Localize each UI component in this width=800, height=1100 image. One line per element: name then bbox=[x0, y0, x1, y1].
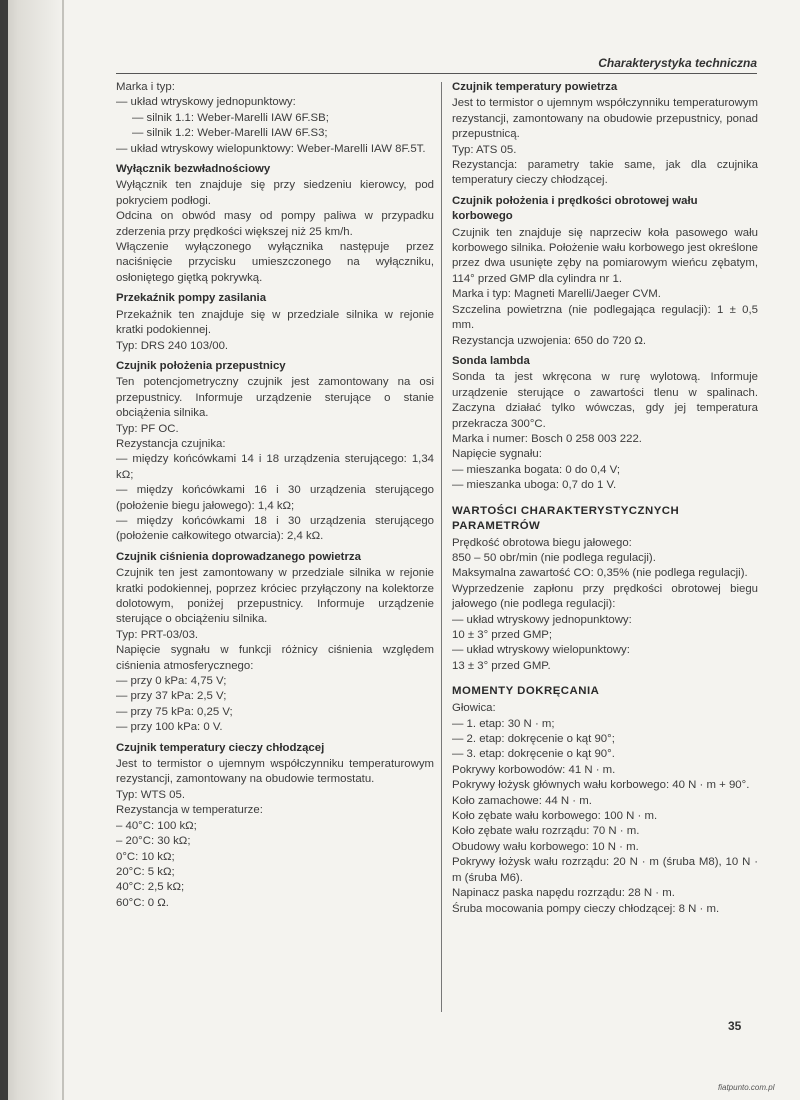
paragraph: Marka i numer: Bosch 0 258 003 222. bbox=[452, 432, 642, 445]
paragraph: Napięcie sygnału: bbox=[452, 448, 542, 461]
paragraph: Marka i typ: Magneti Marelli/Jaeger CVM. bbox=[452, 288, 661, 301]
paragraph: Śruba mocowania pompy cieczy chłodzącej: 8 N · m. bbox=[452, 902, 720, 915]
list-item: — między końcówkami 16 i 30 urządzenia sterującego (położenie biegu jałowego): 1,4 kΩ; bbox=[116, 484, 434, 512]
paragraph: Napięcie sygnału w funkcji różnicy ciśnienia względem ciśnienia atmosferycznego: bbox=[116, 644, 434, 672]
section-heading: Wyłącznik bezwładnościowy bbox=[116, 163, 271, 176]
paragraph: Jest to termistor o ujemnym współczynniku temperaturowym rezystancji, zamontowany na obudowie przepustnicy, ponad przepustnicą. bbox=[452, 97, 758, 141]
paragraph: Typ: PF OC. bbox=[116, 422, 179, 435]
section-heading: Czujnik położenia przepustnicy bbox=[116, 359, 286, 372]
section-heading: Czujnik położenia i prędkości obrotowej wału korbowego bbox=[452, 194, 698, 223]
column-divider bbox=[441, 82, 442, 1012]
paragraph: Typ: DRS 240 103/00. bbox=[116, 339, 229, 352]
list-item: — układ wtryskowy jednopunktowy: bbox=[452, 613, 632, 626]
paragraph: Koło zębate wału korbowego: 100 N · m. bbox=[452, 810, 658, 823]
paragraph: Odcina on obwód masy od pompy paliwa w przypadku zderzenia przy prędkości większej niż 25 km/h. bbox=[116, 210, 434, 238]
paragraph: Prędkość obrotowa biegu jałowego: bbox=[452, 536, 632, 549]
text-line: — układ wtryskowy jednopunktowy: bbox=[116, 96, 296, 109]
list-item: 20°C: 5 kΩ; bbox=[116, 865, 175, 878]
text-line: — układ wtryskowy wielopunktowy: Weber-Marelli IAW 8F.5T. bbox=[116, 142, 426, 155]
marka-typ-section bbox=[116, 80, 434, 157]
list-item: — 2. etap: dokręcenie o kąt 90°; bbox=[452, 733, 615, 746]
paragraph: Koło zamachowe: 44 N · m. bbox=[452, 794, 592, 807]
list-item: — mieszanka uboga: 0,7 do 1 V. bbox=[452, 479, 617, 492]
list-item: — układ wtryskowy wielopunktowy: bbox=[452, 644, 630, 657]
paragraph: Pokrywy łożysk głównych wału korbowego: 40 N · m + 90°. bbox=[452, 779, 750, 792]
paragraph: Pokrywy łożysk wału rozrządu: 20 N · m (śruba M8), 10 N · m (śruba M6). bbox=[452, 856, 758, 884]
right-column bbox=[452, 80, 758, 917]
section-heading: Czujnik temperatury cieczy chłodzącej bbox=[116, 741, 325, 754]
list-item: 0°C: 10 kΩ; bbox=[116, 850, 175, 863]
major-heading: WARTOŚCI CHARAKTERYSTYCZNYCH PARAMETRÓW bbox=[452, 504, 680, 532]
momenty-section bbox=[452, 684, 758, 917]
binding-gutter bbox=[0, 0, 66, 1100]
list-item: — 1. etap: 30 N · m; bbox=[452, 717, 555, 730]
wartosci-section bbox=[452, 504, 758, 675]
left-column bbox=[116, 80, 434, 911]
paragraph: Wyłącznik ten znajduje się przy siedzeniu kierowcy, pod pokryciem podłogi. bbox=[116, 179, 434, 207]
list-item: 10 ± 3° przed GMP; bbox=[452, 629, 553, 641]
paragraph: Czujnik ten jest zamontowany w przedziale silnika w rejonie kratki podokiennej, poprzez króciec przyłączony na kolektorze dolotowym, poniżej przepustnicy. Informuje urządzenie sterujące o obciążeniu silnika. bbox=[116, 567, 434, 626]
paragraph: Rezystancja uzwojenia: 650 do 720 Ω. bbox=[452, 334, 647, 347]
text-line: Marka i typ: bbox=[116, 81, 175, 93]
header-rule bbox=[116, 73, 757, 74]
paragraph: 850 – 50 obr/min (nie podlega regulacji). bbox=[452, 551, 656, 564]
paragraph: Szczelina powietrzna (nie podlegająca regulacji): 1 ± 0,5 mm. bbox=[452, 303, 758, 332]
list-item: 13 ± 3° przed GMP. bbox=[452, 659, 551, 672]
czujnik-walu-section bbox=[452, 194, 758, 349]
sonda-lambda-section bbox=[452, 354, 758, 494]
list-item: – 20°C: 30 kΩ; bbox=[116, 835, 191, 848]
list-item: — 3. etap: dokręcenie o kąt 90°. bbox=[452, 748, 615, 761]
paragraph: Typ: WTS 05. bbox=[116, 788, 185, 801]
czujnik-temp-powietrza-section bbox=[452, 80, 758, 189]
text-line: — silnik 1.1: Weber-Marelli IAW 6F.SB; bbox=[132, 111, 329, 124]
list-item: – 40°C: 100 kΩ; bbox=[116, 819, 197, 832]
paragraph: Napinacz paska napędu rozrządu: 28 N · m. bbox=[452, 887, 675, 900]
paragraph: Czujnik ten znajduje się naprzeciw koła pasowego wału korbowego silnika. Położenie wału korbowego jest określone przez dwa usunięte zęby na pomiarowym wieńcu zębatym, 114° przed GMP dla cylindra nr 1. bbox=[452, 226, 758, 285]
paragraph: Ten potencjometryczny czujnik jest zamontowany na osi przepustnicy. Informuje urządzenie sterujące o stanie obciążenia silnika. bbox=[116, 376, 434, 420]
list-item: 60°C: 0 Ω. bbox=[116, 896, 169, 909]
watermark: fiatpunto.com.pl bbox=[718, 1083, 775, 1092]
paragraph: Typ: PRT-03/03. bbox=[116, 628, 199, 641]
czujnik-temp-cieczy-section bbox=[116, 741, 434, 911]
paragraph: Sonda ta jest wkręcona w rurę wylotową. Informuje urządzenie sterujące o zawartości tlenu w spalinach. Zaczyna działać tylko wówczas, gdy jej temperatura przekracza 300°C. bbox=[452, 371, 758, 430]
przekaznik-section bbox=[116, 291, 434, 354]
running-header: Charakterystyka techniczna bbox=[598, 56, 757, 70]
section-heading: Czujnik temperatury powietrza bbox=[452, 81, 618, 93]
paragraph: Głowica: bbox=[452, 702, 496, 715]
list-item: — przy 37 kPa: 2,5 V; bbox=[116, 690, 227, 703]
paragraph: Typ: ATS 05. bbox=[452, 143, 517, 156]
list-item: — między końcówkami 14 i 18 urządzenia sterującego: 1,34 kΩ; bbox=[116, 453, 434, 481]
czujnik-cisnienia-section bbox=[116, 550, 434, 736]
czujnik-przepustnicy-section bbox=[116, 359, 434, 545]
major-heading: MOMENTY DOKRĘCANIA bbox=[452, 685, 600, 698]
paragraph: Obudowy wału korbowego: 10 N · m. bbox=[452, 840, 639, 853]
binding-line bbox=[62, 0, 64, 1100]
paragraph: Pokrywy korbowodów: 41 N · m. bbox=[452, 763, 616, 776]
list-item: — mieszanka bogata: 0 do 0,4 V; bbox=[452, 463, 621, 476]
list-item: — między końcówkami 18 i 30 urządzenia sterującego (położenie całkowitego otwarcia): 2,4 kΩ. bbox=[116, 514, 434, 543]
paragraph: Przekaźnik ten znajduje się w przedziale silnika w rejonie kratki podokiennej. bbox=[116, 308, 434, 337]
paragraph: Wyprzedzenie zapłonu przy prędkości obrotowej biegu jałowego (nie podlega regulacji): bbox=[452, 582, 758, 611]
section-heading: Czujnik ciśnienia doprowadzanego powietrza bbox=[116, 550, 361, 563]
section-heading: Sonda lambda bbox=[452, 354, 530, 367]
wylacznik-section bbox=[116, 162, 434, 286]
list-item: — przy 100 kPa: 0 V. bbox=[116, 721, 223, 734]
text-line: — silnik 1.2: Weber-Marelli IAW 6F.S3; bbox=[132, 127, 328, 140]
paragraph: Rezystancja czujnika: bbox=[116, 437, 226, 450]
paragraph: Koło zębate wału rozrządu: 70 N · m. bbox=[452, 825, 640, 838]
paragraph: Rezystancja: parametry takie same, jak dla czujnika temperatury cieczy chłodzącej. bbox=[452, 159, 758, 187]
paragraph: Włączenie wyłączonego wyłącznika następuje przez naciśnięcie przycisku umieszczonego na wyłączniku, osłoniętego giętką pokrywką. bbox=[116, 241, 434, 284]
paragraph: Jest to termistor o ujemnym współczynniku temperaturowym rezystancji, zamontowany na obudowie termostatu. bbox=[116, 758, 434, 786]
section-heading: Przekaźnik pompy zasilania bbox=[116, 292, 267, 305]
paragraph: Maksymalna zawartość CO: 0,35% (nie podlega regulacji). bbox=[452, 567, 748, 580]
paragraph: Rezystancja w temperaturze: bbox=[116, 804, 263, 817]
list-item: — przy 0 kPa: 4,75 V; bbox=[116, 675, 227, 688]
list-item: — przy 75 kPa: 0,25 V; bbox=[116, 705, 233, 718]
list-item: 40°C: 2,5 kΩ; bbox=[116, 881, 185, 894]
page-edge-shadow bbox=[0, 0, 8, 1100]
page-number: 35 bbox=[728, 1019, 742, 1033]
